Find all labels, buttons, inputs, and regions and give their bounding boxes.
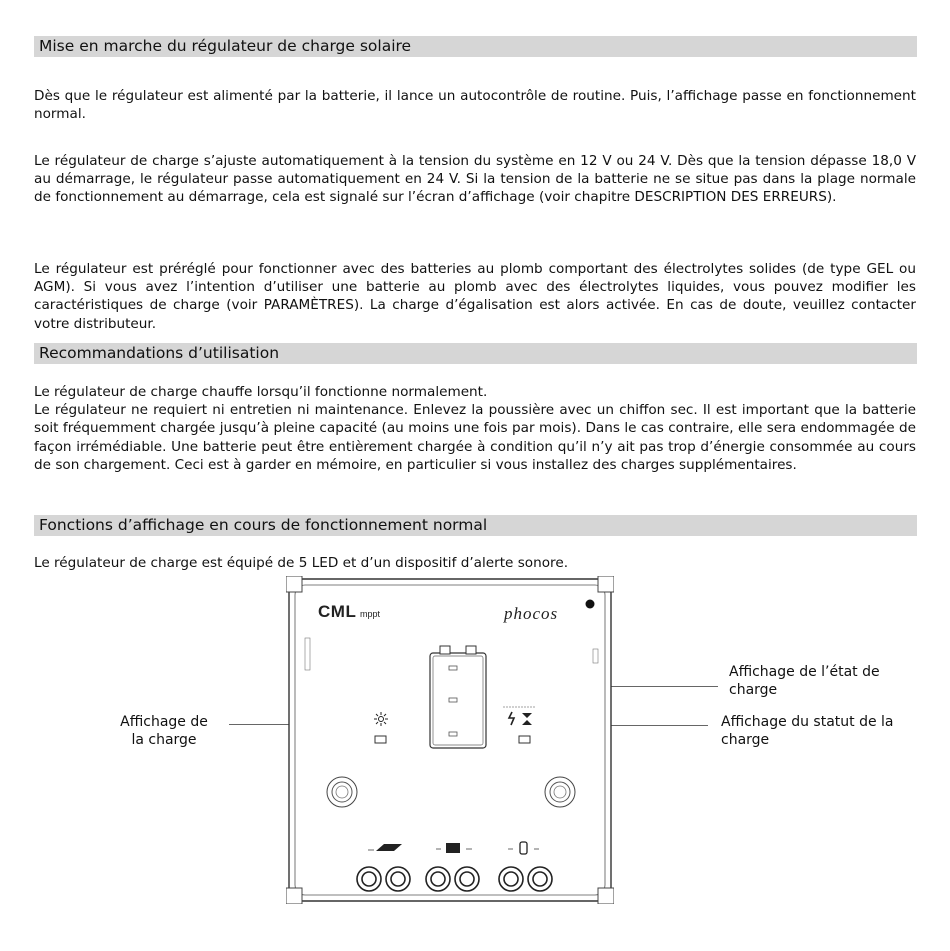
terminal-screw	[357, 867, 381, 891]
status-led	[519, 736, 530, 743]
terminal-screw	[499, 867, 523, 891]
device-model-label: CML	[318, 602, 357, 621]
paragraph-text: Le régulateur de charge s’ajuste automatiquement à la tension du système en 12 V ou 24 V. Dès que la tension dépasse 18,0 V au démarrage, le régulateur passe automatiquement en 24 V. Si la tension de la batterie ne se situe pas dans la plage normale de fonctionnement au démarrage, cela est signalé sur l’écran d’affichage (voir chapitre DESCRIPTION DES ERREURS).	[34, 153, 916, 206]
paragraph-recommendations	[34, 383, 916, 474]
charge-led	[375, 736, 386, 743]
section-title: Fonctions d’affichage en cours de fonctionnement normal	[39, 516, 488, 534]
paragraph-text: Le régulateur ne requiert ni entretien ni maintenance. Enlevez la poussière avec un chiffon sec. Il est important que la batterie soit fréquemment chargée jusqu’à pleine capacité (au moins une fois par mois). Dans le cas contraire, elle sera endommagée de façon irrémédiable. Une batterie peut être entièrement chargée à condition qu’il n’y ait pas trop d’énergie consommée au cours de son chargement. Ceci est à garder en mémoire, en particulier si vous installez des charges supplémentaires.	[34, 402, 916, 473]
terminal-screw	[455, 867, 479, 891]
terminal-screw	[528, 867, 552, 891]
callout-status-display: Affichage du statut de la charge	[721, 714, 894, 748]
callout-charge-display: Affichage de la charge	[120, 714, 208, 748]
paragraph-self-test	[34, 87, 916, 123]
section-heading-recommendations	[34, 343, 917, 364]
paragraph-battery-type	[34, 260, 916, 333]
brand-logo-dot	[586, 600, 595, 609]
section-heading-startup	[34, 36, 917, 57]
paragraph-voltage	[34, 152, 916, 207]
paragraph-leds	[34, 554, 916, 572]
mounting-screw-left	[327, 777, 357, 807]
device-model-suffix: mppt	[360, 609, 381, 619]
section-title: Recommandations d’utilisation	[39, 344, 280, 362]
brand-logo: phocos	[504, 604, 559, 623]
battery-level-display	[430, 646, 486, 748]
section-heading-display-functions	[34, 515, 917, 536]
callout-state-display: Affichage de l’état de charge	[729, 664, 880, 698]
terminal-screw	[386, 867, 410, 891]
section-title: Mise en marche du régulateur de charge solaire	[39, 37, 412, 55]
terminal-screw	[426, 867, 450, 891]
mounting-screw-right	[545, 777, 575, 807]
paragraph-text: Le régulateur de charge chauffe lorsqu’il fonctionne normalement.	[34, 384, 488, 400]
paragraph-text: Le régulateur est préréglé pour fonctionner avec des batteries au plomb comportant des électrolytes solides (de type GEL ou AGM). Si vous avez l’intention d’utiliser une batterie au plomb avec des électrolytes liquides, vous pouvez modifier les caractéristiques de charge (voir PARAMÈTRES). La charge d’égalisation est alors activée. En cas de doute, veuillez contacter votre distributeur.	[34, 261, 916, 332]
paragraph-text: Le régulateur de charge est équipé de 5 LED et d’un dispositif d’alerte sonore.	[34, 555, 569, 571]
paragraph-text: Dès que le régulateur est alimenté par la batterie, il lance un autocontrôle de routine. Puis, l’affichage passe en fonctionnement normal.	[34, 88, 916, 123]
charge-controller-illustration	[286, 576, 614, 904]
